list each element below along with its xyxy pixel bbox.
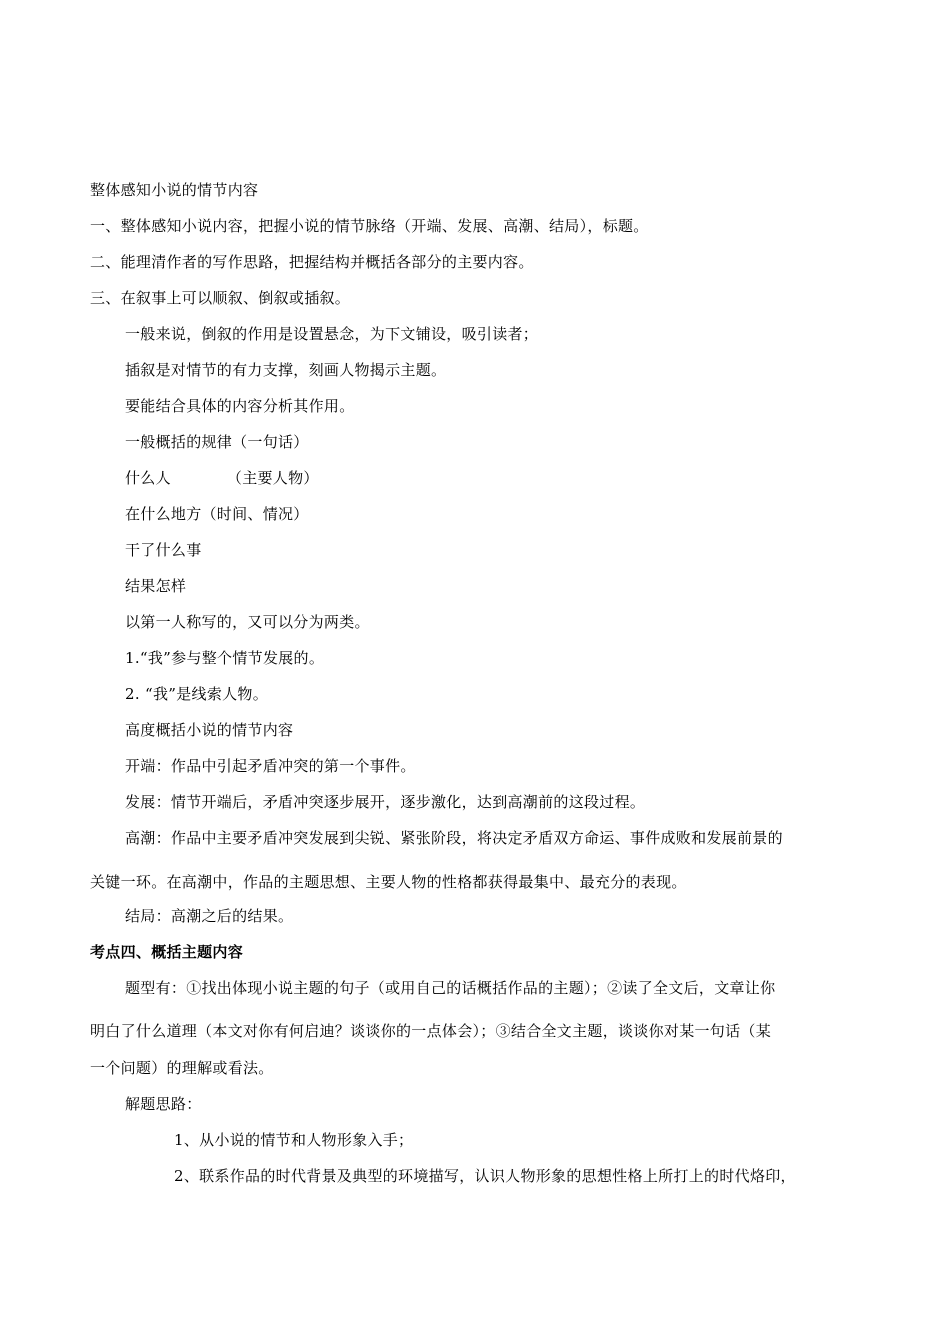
summary-rule-result: 结果怎样 [125, 577, 187, 595]
approach-step-2: 2、联系作品的时代背景及典型的环境描写，认识人物形象的思想性格上所打上的时代烙印， [174, 1167, 796, 1185]
narration-flashback: 一般来说，倒叙的作用是设置悬念，为下文铺设，吸引读者； [125, 325, 539, 343]
section-4-title: 考点四、概括主题内容 [90, 943, 244, 961]
point-1: 一、整体感知小说内容，把握小说的情节脉络（开端、发展、高潮、结局），标题。 [90, 217, 649, 235]
who-label: 什么人 [125, 469, 171, 487]
section-heading: 整体感知小说的情节内容 [90, 181, 259, 199]
who-note: （主要人物） [226, 469, 319, 487]
approach-step-1: 1、从小说的情节和人物形象入手； [174, 1131, 414, 1149]
narration-analysis: 要能结合具体的内容分析其作用。 [125, 397, 355, 415]
plot-start: 开端：作品中引起矛盾冲突的第一个事件。 [125, 757, 416, 775]
summary-rule-who [125, 468, 319, 488]
question-types-line-2: 明白了什么道理（本文对你有何启迪？谈谈你的一点体会）；③结合全文主题，谈谈你对某一句话（某 [90, 1022, 772, 1040]
plot-climax-line-1: 高潮：作品中主要矛盾冲突发展到尖锐、紧张阶段，将决定矛盾双方命运、事件成败和发展前景的 [125, 829, 783, 847]
question-types-line-3: 一个问题）的理解或看法。 [90, 1059, 274, 1077]
summary-rule-title: 一般概括的规律（一句话） [125, 433, 309, 451]
first-person-type-1: 1.“我”参与整个情节发展的。 [125, 649, 325, 667]
question-types-line-1: 题型有：①找出体现小说主题的句子（或用自己的话概括作品的主题）；②读了全文后，文章让你 [125, 979, 776, 997]
plot-development: 发展：情节开端后，矛盾冲突逐步展开，逐步激化，达到高潮前的这段过程。 [125, 793, 646, 811]
first-person-intro: 以第一人称写的，又可以分为两类。 [125, 613, 370, 631]
narration-insert: 插叙是对情节的有力支撑，刻画人物揭示主题。 [125, 361, 447, 379]
plot-title: 高度概括小说的情节内容 [125, 721, 294, 739]
point-2: 二、能理清作者的写作思路，把握结构并概括各部分的主要内容。 [90, 253, 534, 271]
point-3: 三、在叙事上可以顺叙、倒叙或插叙。 [90, 289, 351, 307]
first-person-type-2: 2. “我”是线索人物。 [125, 685, 269, 703]
summary-rule-where: 在什么地方（时间、情况） [125, 505, 309, 523]
plot-ending: 结局：高潮之后的结果。 [125, 907, 294, 925]
approach-title: 解题思路： [125, 1095, 202, 1113]
plot-climax-line-2: 关键一环。在高潮中，作品的主题思想、主要人物的性格都获得最集中、最充分的表现。 [90, 873, 687, 891]
summary-rule-what: 干了什么事 [125, 541, 202, 559]
